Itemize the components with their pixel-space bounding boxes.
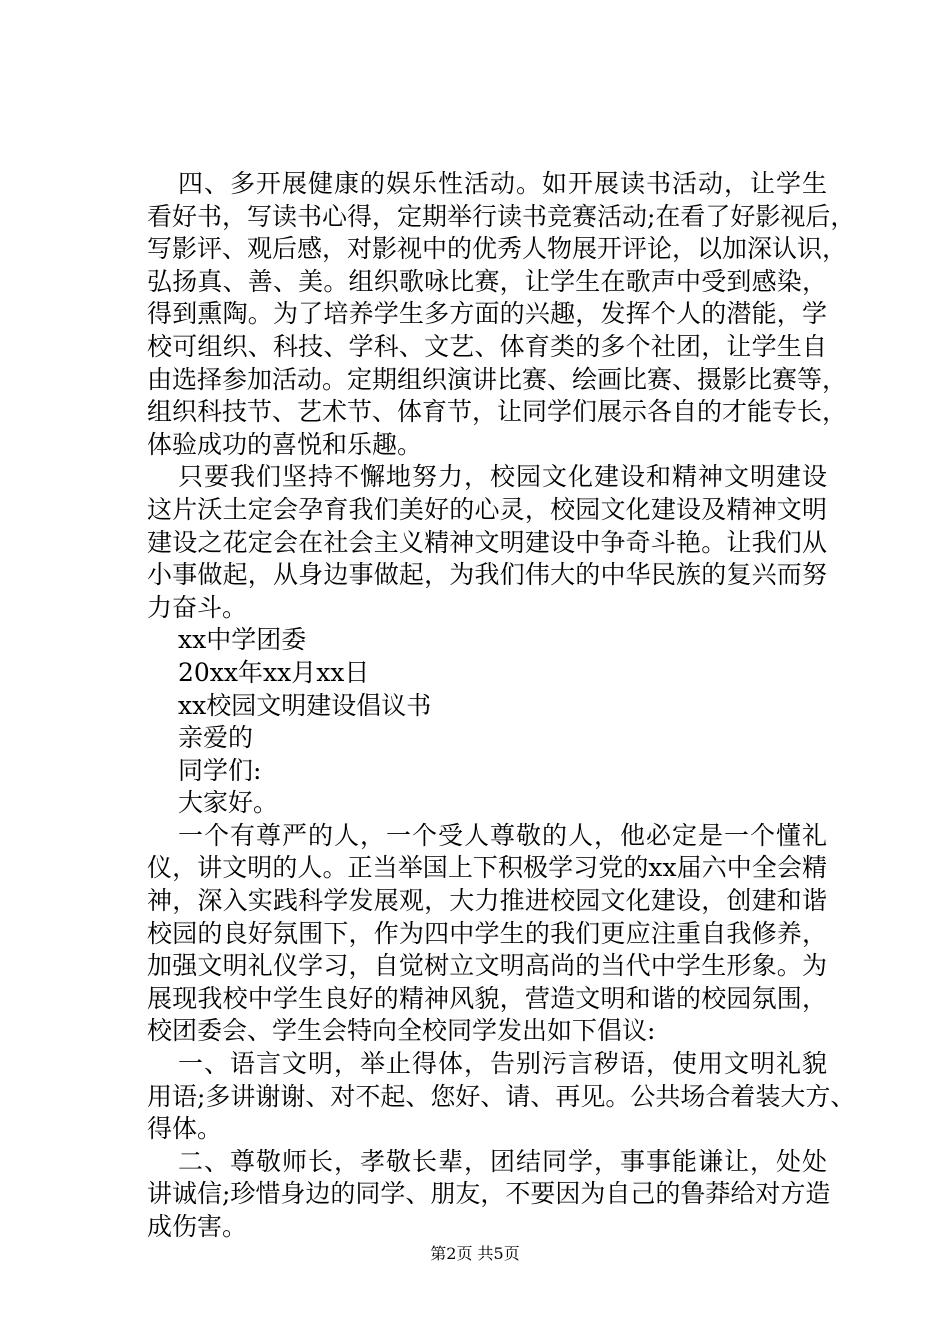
text-line: 成伤害。 [147, 1212, 248, 1241]
greeting: 大家好。 [178, 788, 279, 818]
text-line: 小事做起，从身边事做起，为我们伟大的中华民族的复兴而努 [147, 560, 827, 590]
text-line: 校团委会、学生会特向全校同学发出如下倡议: [147, 1016, 656, 1046]
text-line: 写影评、观后感，对影视中的优秀人物展开评论，以加深认识， [147, 234, 848, 264]
salutation: 同学们: [178, 755, 262, 785]
text-line: 仪，讲文明的人。正当举国上下积极学习党的xx届六中全会精 [147, 853, 827, 883]
text-line: 这片沃土定会孕育我们美好的心灵，校园文化建设及精神文明 [147, 494, 827, 524]
salutation: 亲爱的 [178, 723, 254, 753]
document-body [147, 168, 856, 1244]
text-line: 校可组织、科技、学科、文艺、体育类的多个社团，让学生自 [147, 331, 827, 361]
text-line: 弘扬真、善、美。组织歌咏比赛，让学生在歌声中受到感染， [147, 266, 827, 296]
text-line: 体验成功的喜悦和乐趣。 [147, 429, 423, 459]
signature-date: 20xx年xx月xx日 [178, 657, 370, 687]
text-line: 校园的良好氛围下，作为四中学生的我们更应注重自我修养， [147, 918, 827, 948]
text-line: 展现我校中学生良好的精神风貌，营造文明和谐的校园氛围， [147, 983, 827, 1013]
text-line: 加强文明礼仪学习，自觉树立文明高尚的当代中学生形象。为 [147, 951, 827, 981]
text-line: 一个有尊严的人，一个受人尊敬的人，他必定是一个懂礼 [178, 820, 827, 850]
section-title: xx校园文明建设倡议书 [178, 690, 432, 720]
text-line: 用语;多讲谢谢、对不起、您好、请、再见。公共场合着装大方、 [147, 1081, 856, 1111]
text-line: 组织科技节、艺术节、体育节，让同学们展示各自的才能专长， [147, 397, 848, 427]
text-line: 只要我们坚持不懈地努力，校园文化建设和精神文明建设 [178, 462, 827, 492]
text-line: 由选择参加活动。定期组织演讲比赛、绘画比赛、摄影比赛等， [147, 364, 848, 394]
text-line: 得到熏陶。为了培养学生多方面的兴趣，发挥个人的潜能，学 [147, 299, 827, 329]
text-line: 讲诚信;珍惜身边的同学、朋友，不要因为自己的鲁莽给对方造 [147, 1179, 831, 1209]
text-line: 二、尊敬师长，孝敬长辈，团结同学，事事能谦让，处处 [178, 1146, 827, 1176]
text-line: 建设之花定会在社会主义精神文明建设中争奇斗艳。让我们从 [147, 527, 827, 557]
text-line: 看好书，写读书心得，定期举行读书竞赛活动;在看了好影视后， [147, 201, 856, 231]
text-line: 一、语言文明，举止得体，告别污言秽语，使用文明礼貌 [178, 1049, 827, 1079]
page-number-label: 第2页 共5页 [430, 1244, 520, 1263]
text-line: 力奋斗。 [147, 592, 248, 622]
page-footer [0, 1244, 950, 1264]
text-line: 得体。 [147, 1114, 223, 1144]
text-line: 四、多开展健康的娱乐性活动。如开展读书活动，让学生 [178, 169, 827, 198]
text-line: 神，深入实践科学发展观，大力推进校园文化建设，创建和谐 [147, 886, 827, 916]
signature-org: xx中学团委 [178, 625, 307, 655]
